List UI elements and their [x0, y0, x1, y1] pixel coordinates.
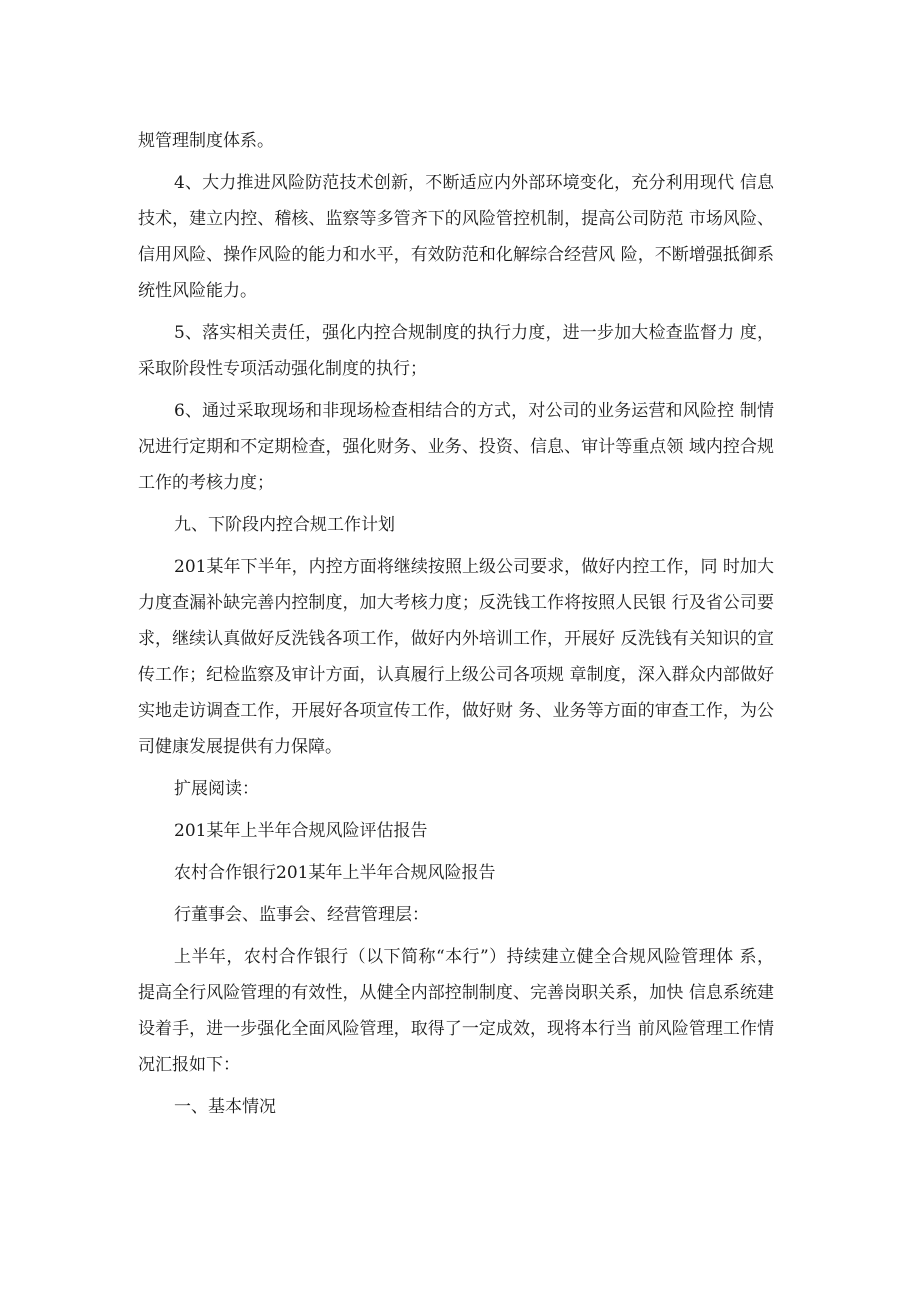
salutation: 行董事会、监事会、经营管理层：: [174, 905, 429, 925]
section-heading-9: 九、下阶段内控合规工作计划: [174, 515, 395, 535]
paragraph-item-6: 6、通过采取现场和非现场检查相结合的方式，对公司的业务运营和风险控 制情况进行定期和不定期检查，强化财务、业务、投资、信息、审计等重点领 域内控合规工作的考核力度；: [138, 401, 774, 493]
paragraph-item-4: 4、大力推进风险防范技术创新，不断适应内外部环境变化，充分利用现代 信息技术，建立内控、稽核、监察等多管齐下的风险管控机制，提高公司防范 市场风险、信用风险、操作风险的能力和水平，有效防范和化解综合经营风 险，不断增强抵御系统性风险能力。: [138, 173, 774, 301]
paragraph-continuation: 规管理制度体系。: [138, 131, 274, 151]
extended-reading-label: 扩展阅读：: [174, 779, 259, 799]
section-heading-1: 一、基本情况: [174, 1097, 276, 1117]
paragraph-intro: 上半年，农村合作银行（以下简称“本行”）持续建立健全合规风险管理体 系，提高全行风险管理的有效性，从健全内部控制制度、完善岗职关系，加快 信息系统建设着手，进一步强化全面风险管理，取得了一定成效，现将本行当 前风险管理工作情况汇报如下：: [138, 947, 774, 1075]
paragraph-item-5: 5、落实相关责任，强化内控合规制度的执行力度，进一步加大检查监督力 度，采取阶段性专项活动强化制度的执行；: [138, 323, 774, 379]
body-text: [138, 123, 774, 1125]
paragraph-plan: 201某年下半年，内控方面将继续按照上级公司要求，做好内控工作，同 时加大力度查漏补缺完善内控制度，加大考核力度；反洗钱工作将按照人民银 行及省公司要求，继续认真做好反洗钱各项工作，做好内外培训工作，开展好 反洗钱有关知识的宣传工作；纪检监察及审计方面，认真履行上级公司各项规 章制度，深入群众内部做好实地走访调查工作，开展好各项宣传工作，做好财 务、业务等方面的审查工作，为公司健康发展提供有力保障。: [138, 557, 774, 757]
related-report-title-2: 农村合作银行201某年上半年合规风险报告: [174, 863, 496, 883]
related-report-title-1: 201某年上半年合规风险评估报告: [174, 821, 428, 841]
